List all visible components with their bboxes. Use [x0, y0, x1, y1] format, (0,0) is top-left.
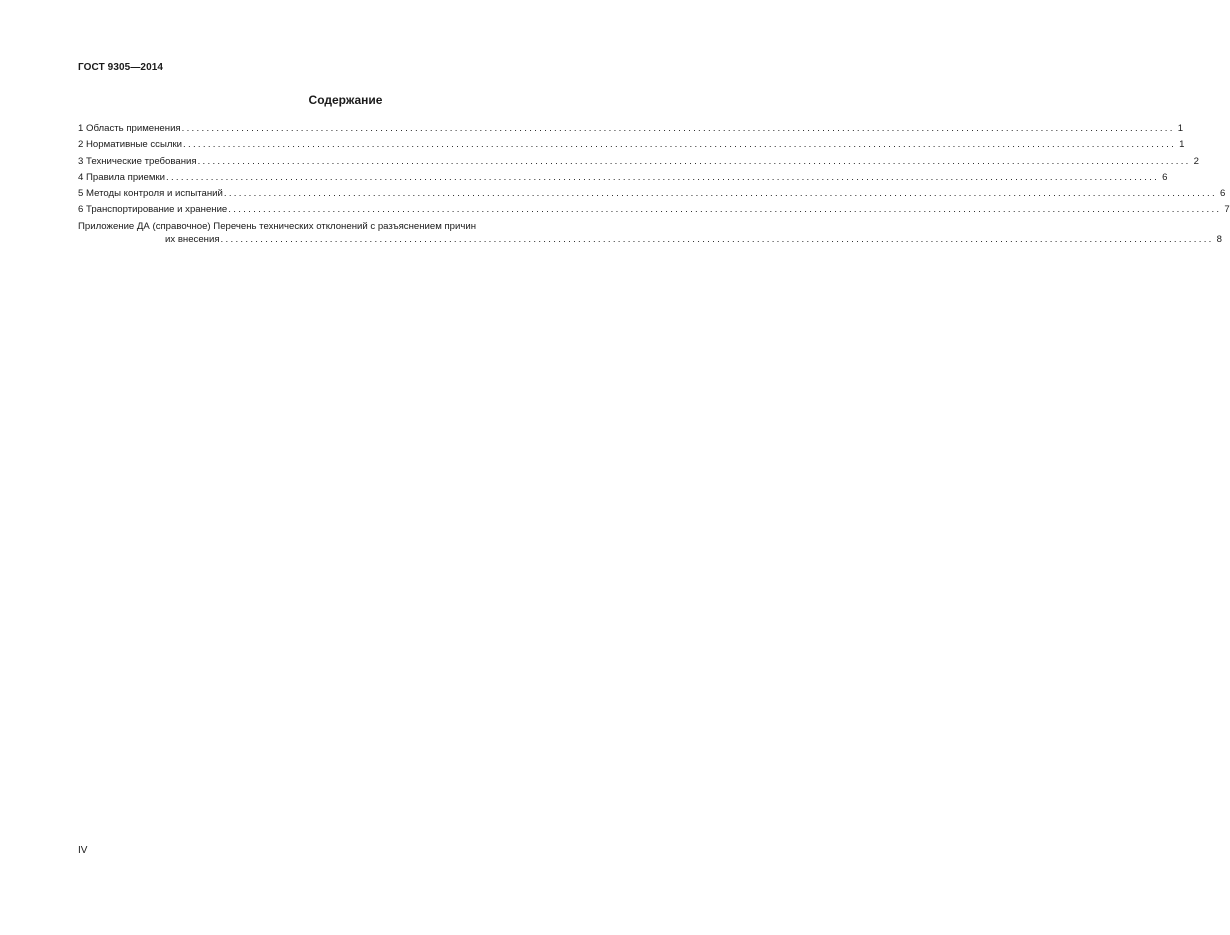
toc-entry[interactable] — [78, 121, 1184, 137]
toc-entry-label: 2 Нормативные ссылки — [78, 139, 183, 151]
toc-entry-label: 4 Правила приемки — [78, 171, 165, 183]
toc-entry-page: 6 — [1219, 188, 1226, 200]
table-of-contents — [78, 121, 1230, 246]
toc-leader-dots: ........................................................................................................................................................................................................ — [183, 139, 1177, 151]
toc-entry-page: 7 — [1224, 204, 1230, 216]
toc-title: Содержание — [308, 93, 383, 107]
toc-entry-page: 6 — [1162, 171, 1168, 183]
toc-entry[interactable] — [78, 186, 1226, 202]
toc-entry-label: 3 Технические требования — [78, 155, 197, 167]
toc-entry-label: 5 Методы контроля и испытаний — [78, 188, 223, 200]
toc-entry-page: 1 — [1179, 139, 1185, 151]
toc-entry[interactable] — [78, 170, 1168, 186]
toc-entry-label: 6 Транспортирование и хранение — [78, 204, 228, 216]
toc-entry-page: 2 — [1193, 155, 1199, 167]
toc-leader-dots: ........................................................................................................................................................................................................ — [166, 171, 1160, 183]
toc-entry-page: 1 — [1177, 123, 1184, 134]
toc-entry-page: 8 — [1216, 233, 1222, 245]
toc-leader-dots: ........................................................................................................................................................................................................ — [223, 188, 1217, 200]
toc-entry[interactable] — [78, 202, 1230, 218]
toc-entry-label: 1 Область применения — [78, 123, 181, 134]
document-header-code: ГОСТ 9305—2014 — [78, 62, 164, 73]
toc-annex-title-continued: их внесения — [165, 233, 220, 245]
toc-leader-dots: ........................................................................................................................................................................................................ — [228, 204, 1222, 216]
toc-entry[interactable] — [78, 154, 1199, 170]
page-number: IV — [78, 845, 88, 856]
toc-leader-dots: ........................................................................................................................................................................................................ — [220, 233, 1214, 245]
toc-entry[interactable] — [78, 137, 1185, 153]
toc-annex-title: Приложение ДА (справочное) Перечень технических отклонений с разъяснением причин — [78, 220, 477, 232]
toc-leader-dots: ........................................................................................................................................................................................................ — [197, 155, 1191, 167]
toc-leader-dots: ........................................................................................................................................................................................................ — [181, 123, 1175, 134]
toc-annex-entry[interactable] — [78, 220, 1222, 246]
